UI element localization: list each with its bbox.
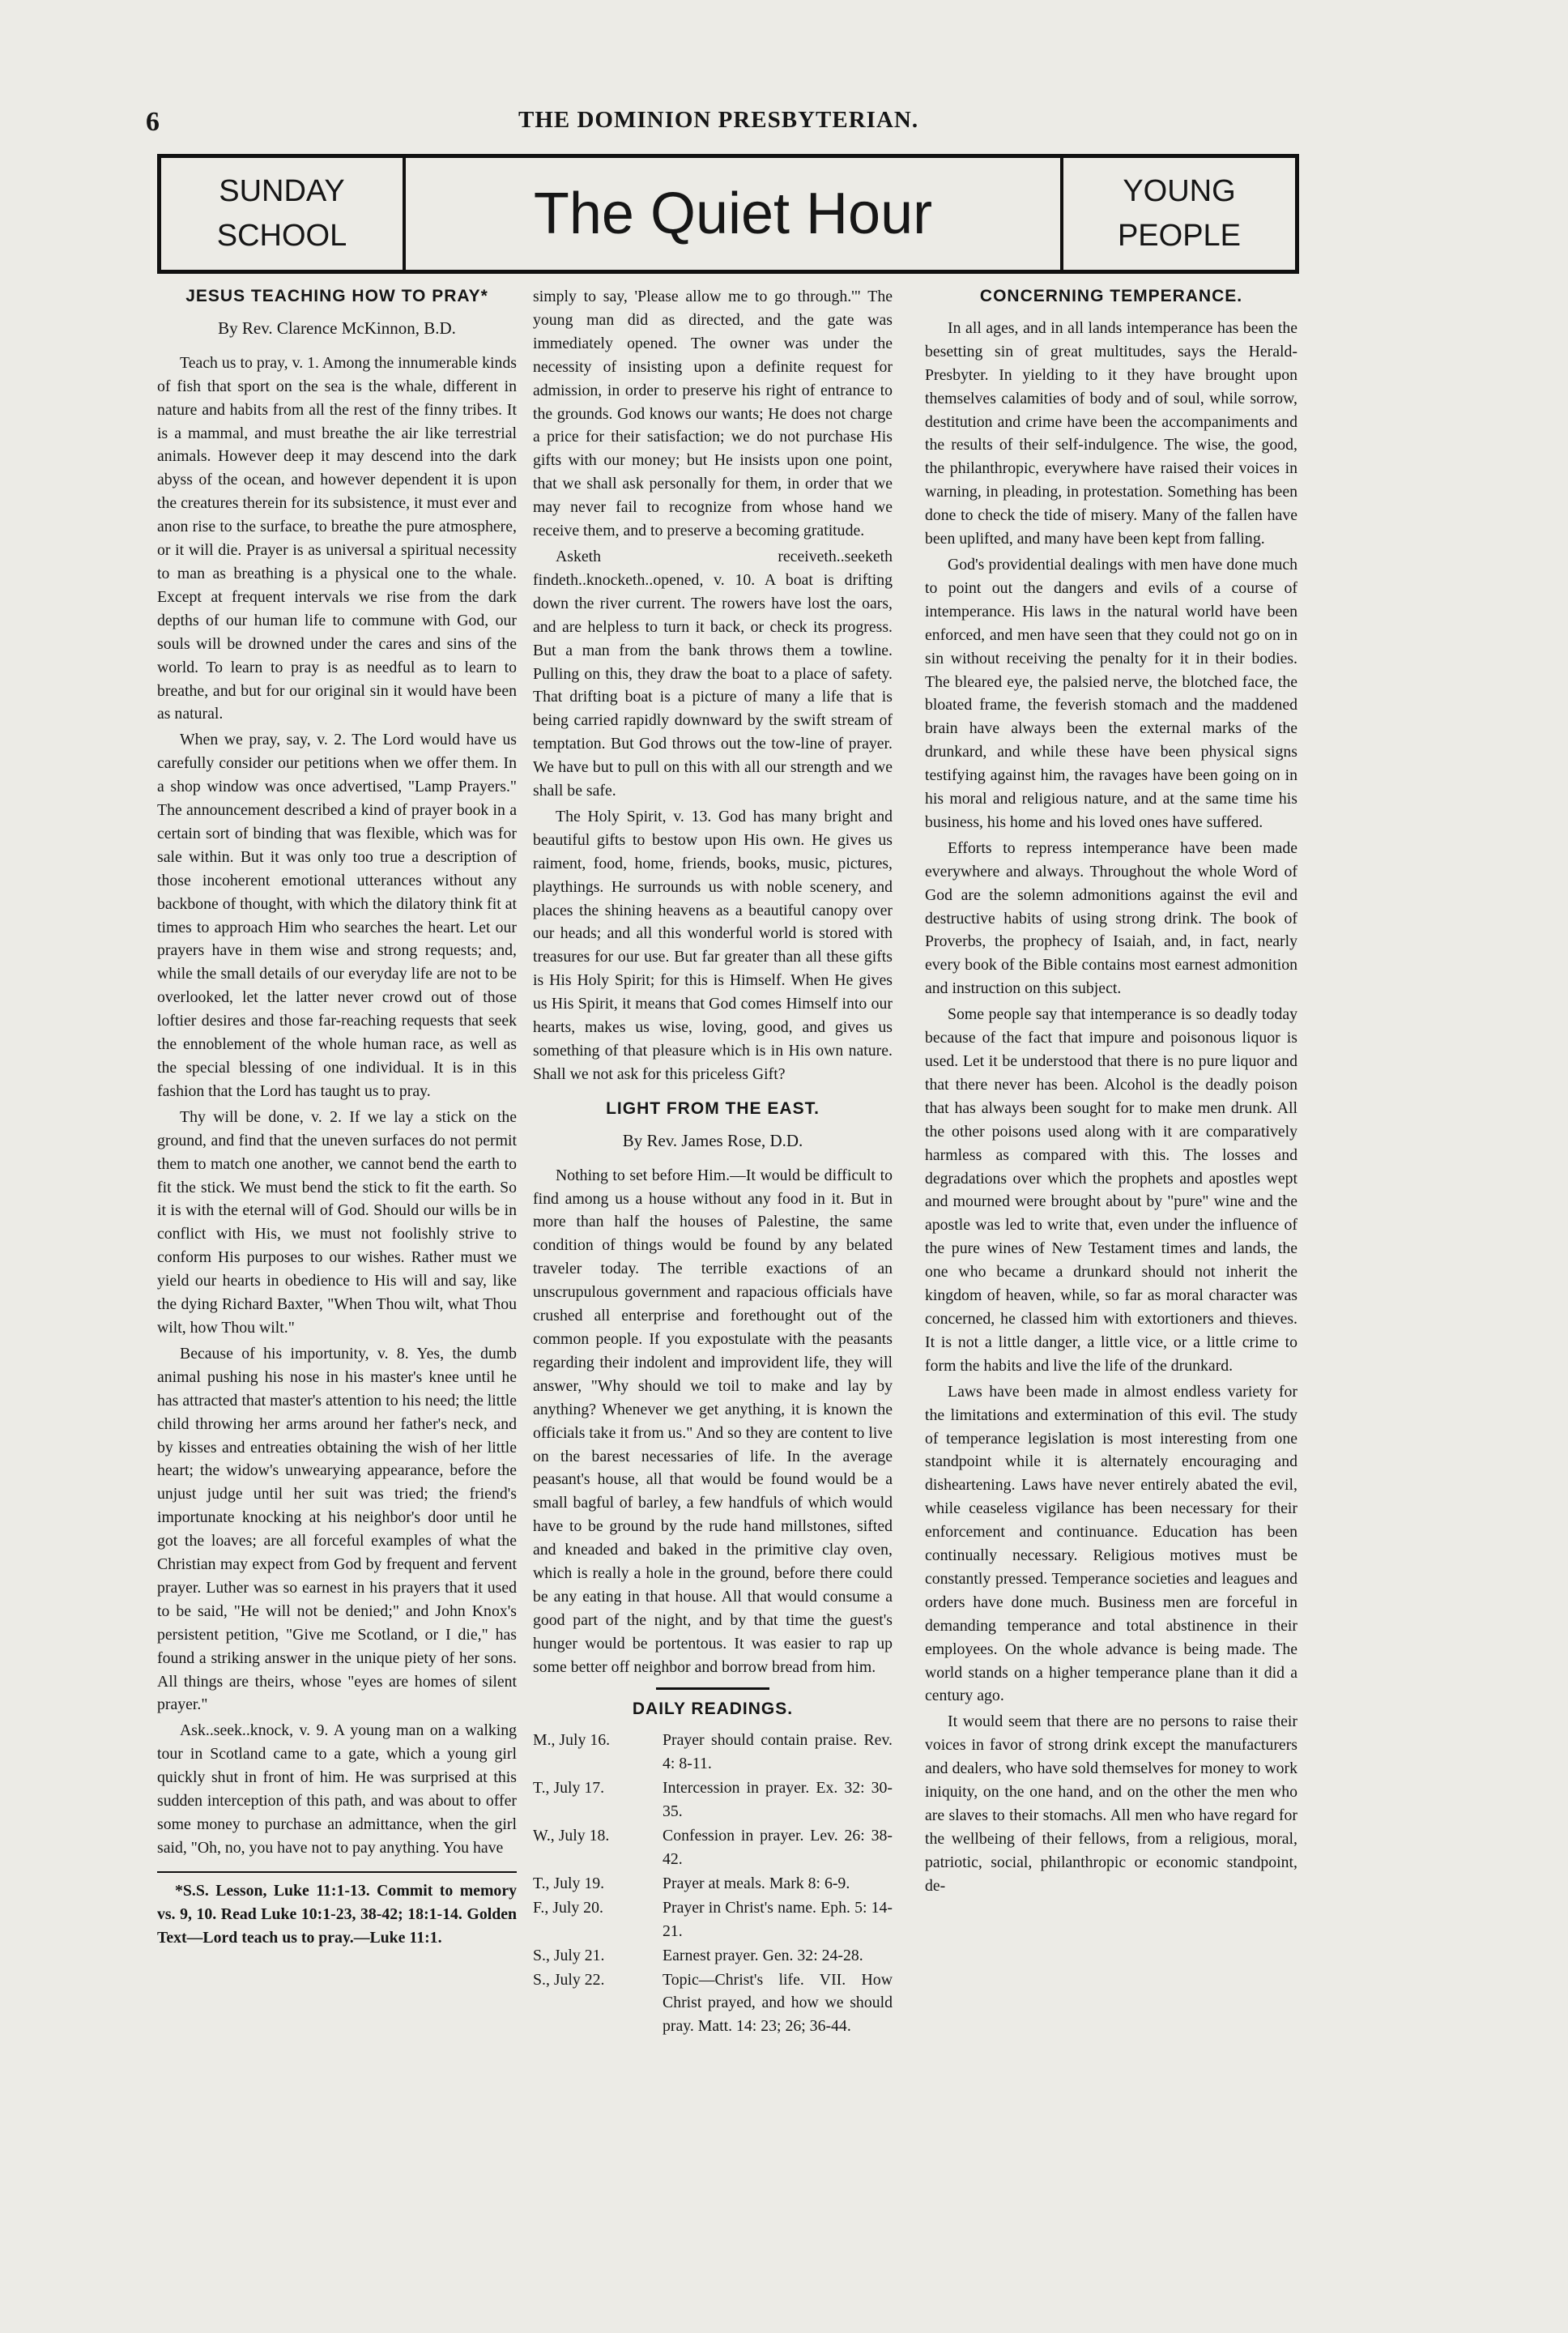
paragraph-continued: Ask..seek..knock, v. 9. A young man on a walking tour in Scotland came to a gate, which a young girl quickly shut in front of him. He was surprised at this sudden interception of this path, and was about to offer some money to purchase an admittance, when the girl said, "Oh, no, you have not to pay anything. You have: [157, 1721, 517, 1857]
reading-date: T., July 17.: [533, 1779, 605, 1798]
reading-text: Earnest prayer. Gen. 32: 24-28.: [663, 1946, 863, 1964]
banner-right-line2: PEOPLE: [1117, 219, 1242, 253]
article-title: JESUS TEACHING HOW TO PRAY*: [185, 287, 488, 305]
reading-date: F., July 20.: [533, 1898, 603, 1917]
reading-text: Prayer in Christ's name. Eph. 5: 14-21.: [663, 1898, 893, 1940]
daily-readings-list: [533, 1729, 893, 2038]
reading-text: Prayer at meals. Mark 8: 6-9.: [663, 1874, 850, 1892]
section-banner: [157, 154, 1299, 274]
paragraph: Efforts to repress intemperance have been made everywhere and always. Throughout the whole Word of God are the solemn admonitions against the evil and destructive habits of using strong drink. The book of Proverbs, the prophecy of Isaiah, and, in fact, nearly every book of the Bible contains most earnest admonition and instruction on this subject.: [925, 838, 1297, 998]
paragraph: The Holy Spirit, v. 13. God has many bright and beautiful gifts to bestow upon His own. He gives us raiment, food, home, friends, books, music, pictures, playthings. He surrounds us with noble scenery, and places the shining heavens as a beautiful canopy over our heads; and all this wonderful world is stored with treasures for our use. But far greater than all these gifts is His Holy Spirit; for this is Himself. When He gives us His Spirit, it means that God comes Himself into our hearts, makes us wise, loving, good, and gives us something of that pleasure which is in His own nature. Shall we not ask for this priceless Gift?: [533, 807, 893, 1083]
paragraph: Teach us to pray, v. 1. Among the innumerable kinds of fish that sport on the sea is the whale, different in nature and habits from all the rest of the finny tribes. It is a mammal, and must breathe the air like terrestrial animals. However deep it may descend into the dark abyss of the ocean, and however dependent it is upon the creatures therein for its subsistence, it must ever and anon rise to the surface, to breathe the pure atmosphere, or it will die. Prayer is as universal a spiritual necessity to man as breathing is a physical one to the whale. Except at frequent intervals we rise from the dark depths of our human life to commune with God, our souls will be drowned under the cares and sins of the world. To learn to pray is as needful as to learn to breathe, and but for our original sin it would have been as natural.: [157, 353, 517, 723]
reading-text: Intercession in prayer. Ex. 32: 30-35.: [663, 1779, 893, 1821]
paragraph: It would seem that there are no persons to raise their voices in favor of strong drink except the manufacturers and dealers, who have sold themselves for money to work iniquity, on the one hand, and on the other the men who are slaves to their stomachs. All men who have regard for the wellbeing of their fellows, from a religious, moral, patriotic, social, philanthropic or economic standpoint, de-: [925, 1712, 1297, 1895]
article-byline: By Rev. James Rose, D.D.: [622, 1130, 803, 1150]
page-number: 6: [146, 107, 160, 137]
reading-date: S., July 21.: [533, 1946, 605, 1964]
paragraph: God's providential dealings with men have done much to point out the dangers and evils of a course of intemperance. His laws in the natural world have been enforced, and men have seen that they could not go on in sin without receiving the penalty for it in their bodies. The bleared eye, the palsied nerve, the blotched face, the bloated frame, the feverish stomach and the maddened brain have always been the external marks of the drunkard, and while these have been physical signs testifying against him, the ravages have been going on in his moral and religious nature, and at the same time his business, his home and his loved ones have suffered.: [925, 555, 1297, 831]
footnote-text: *S.S. Lesson, Luke 11:1-13. Commit to memory vs. 9, 10. Read Luke 10:1-23, 38-42; 18:1-14. Golden Text—Lord teach us to pray.—Luke 11:1.: [157, 1881, 517, 1947]
reading-item: [533, 1776, 893, 1823]
paragraph: When we pray, say, v. 2. The Lord would have us carefully consider our petitions when we offer them. In a shop window was once advertised, "Lamp Prayers." The announcement described a kind of prayer book in a certain sort of binding that was flexible, which was for sale within. But it was only too true a description of those incoherent emotional utterances without any backbone of thought, with which the dilatory think fit at times to approach Him who searches the heart. Let our prayers have in them wise and strong requests; and, while the small details of our everyday life are not to be overlooked, let the latter never crowd out of those loftier desires and those far-reaching requests that seek the ennoblement of the whole human race, as well as the special blessing of one individual. It is in this fashion that the Lord has taught us to pray.: [157, 731, 517, 1100]
reading-text: Confession in prayer. Lev. 26: 38-42.: [663, 1827, 893, 1868]
reading-text: Topic—Christ's life. VII. How Christ prayed, and how we should pray. Matt. 14: 23; 26; 36-44.: [663, 1970, 893, 2036]
reading-date: T., July 19.: [533, 1874, 605, 1892]
banner-left-line2: SCHOOL: [216, 219, 347, 253]
reading-item: [533, 1729, 893, 1776]
readings-title: DAILY READINGS.: [632, 1699, 794, 1718]
paragraph: Asketh receiveth..seeketh findeth..knocketh..opened, v. 10. A boat is drifting down the river current. The rowers have lost the oars, and are helpless to turn it back, or check its progress. But a man from the bank throws them a towline. Pulling on this, they draw the boat to a place of safety. That drifting boat is a picture of many a life that is being carried rapidly downward by the swift stream of temptation. But God throws out the tow-line of prayer. We have but to pull on this with all our strength and we shall be safe.: [533, 547, 893, 800]
banner-title: The Quiet Hour: [533, 181, 933, 246]
banner-right-line1: YOUNG: [1123, 173, 1236, 208]
reading-date: M., July 16.: [533, 1731, 611, 1750]
article-byline: By Rev. Clarence McKinnon, B.D.: [218, 318, 456, 338]
reading-item: [533, 1872, 893, 1896]
banner-left-line1: SUNDAY: [219, 173, 345, 208]
paragraph: Because of his importunity, v. 8. Yes, the dumb animal pushing his nose in his master's knee until he has attracted that master's attention to his need; the little child throwing her arms around her father's neck, and by kisses and entreaties obtaining the wish of her little heart; the widow's unwearying appearance, before the unjust judge until her suit was tried; the friend's importunate knocking at his neighbor's door until he got the loaves; are all forceful examples of what the Christian may expect from God by frequent and fervent prayer. Luther was so earnest in his prayers that it used to be said, "He will not be denied;" and John Knox's persistent petition, "Give me Scotland, or I die," has found a striking answer in the unique piety of her sons. All things are theirs, whose "eyes are homes of silent prayer.": [157, 1344, 517, 1714]
running-title: THE DOMINION PRESBYTERIAN.: [518, 107, 919, 133]
column-1: [157, 285, 517, 1952]
footnote: [157, 1871, 517, 1950]
reading-item: [533, 1896, 893, 1943]
paragraph: Laws have been made in almost endless variety for the limitations and extermination of this evil. The study of temperance legislation is most interesting from one standpoint while it is alternately encouraging and disheartening. Laws have never entirely abated the evil, while ceaseless vigilance has been necessary for their enforcement and continuance. Education has been continually necessary. Religious motives must be constantly pressed. Temperance societies and leagues and orders have done much. Business men are forceful in demanding temperance and total abstinence in their employees. On the whole advance is being made. The world stands on a higher temperance plane than it did a century ago.: [925, 1382, 1297, 1705]
paragraph: In all ages, and in all lands intemperance has been the besetting sin of great multitudes, says the Herald-Presbyter. In yielding to it they have brought upon themselves calamities of body and of soul, while sorrow, destitution and crime have been the accompaniments and the results of their self-indulgence. The wise, the good, the philanthropic, everywhere have raised their voices in warning, in pleading, in protestation. Something has been done to check the tide of misery. Many of the fallen have been uplifted, and many have been kept from falling.: [925, 318, 1297, 548]
reading-date: S., July 22.: [533, 1970, 605, 1989]
divider: [656, 1687, 769, 1690]
article-title: LIGHT FROM THE EAST.: [606, 1098, 820, 1118]
paragraph: Some people say that intemperance is so deadly today because of the fact that impure and poisonous liquor is used. Let it be understood that there is no pure liquor and that there never has been. Alcohol is the deadly poison that has always been sought for to make men drunk. All the other poisons used along with it are comparatively harmless as compared with this. The losses and degradations over which the prophets and apostles wept and mourned were brought about by "pure" wine and the apostle was led to write that, even under the influence of the pure wines of New Testament times and lands, the one who became a drunkard should not inherit the kingdom of heaven, while, so far as moral character was concerned, he classed him with extortioners and thieves. It is not a little danger, a little vice, or a little crime to form the habits and live the life of the drunkard.: [925, 1005, 1297, 1375]
paragraph: Thy will be done, v. 2. If we lay a stick on the ground, and find that the uneven surfaces do not permit them to match one another, we cannot bend the earth to fit the stick. We must bend the stick to fit the earth. So it is with the eternal will of God. Should our wills be in conflict with His, we must not foolishly strive to conform His purposes to our wishes. Rather must we yield our hearts in obedience to His will and say, like the dying Richard Baxter, "When Thou wilt, what Thou wilt, how Thou wilt.": [157, 1107, 517, 1337]
paragraph-continuation: simply to say, 'Please allow me to go through.'" The young man did as directed, and the gate was immediately opened. The owner was under the necessity of insisting upon a definite request for admission, in order to preserve his right of entrance to the grounds. God knows our wants; He does not charge a price for their satisfaction; we do not purchase His gifts with our money; but He insists upon one point, that we shall ask personally for them, in order that we may never fail to recognize from whose hand we receive them, and to preserve a becoming gratitude.: [533, 288, 893, 540]
reading-item: [533, 1824, 893, 1871]
banner-right-box: [1060, 158, 1295, 270]
reading-text: Prayer should contain praise. Rev. 4: 8-11.: [663, 1731, 893, 1773]
paragraph: Nothing to set before Him.—It would be difficult to find among us a house without any food in it. But in more than half the houses of Palestine, the same condition of things would be found by any belated traveler today. The terrible exactions of an unscrupulous government and rapacious officials have crushed all enterprise and forethought out of the common people. If you expostulate with the peasants regarding their indolent and improvident life, they will answer, "Why should we toil to make and lay by anything? Whenever we get anything, it is known the officials take it from us." And so they are content to live on the barest necessaries of life. In the average peasant's house, all that would be found would be a small bagful of barley, a few handfuls of which would have to be ground by the rude hand millstones, sifted and kneaded and baked in the primitive clay oven, which is really a hole in the ground, before there could be any eating in that house. All that would consume a good part of the night, and by that time the guest's hunger would be portentous. It was easier to rap up some better off neighbor and borrow bread from him.: [533, 1166, 893, 1676]
column-2: [533, 285, 893, 2039]
banner-left-box: [161, 158, 406, 270]
reading-item: [533, 1944, 893, 1968]
reading-item: [533, 1968, 893, 2039]
reading-date: W., July 18.: [533, 1827, 610, 1845]
article-title: CONCERNING TEMPERANCE.: [979, 287, 1243, 305]
column-3: [925, 285, 1297, 1900]
